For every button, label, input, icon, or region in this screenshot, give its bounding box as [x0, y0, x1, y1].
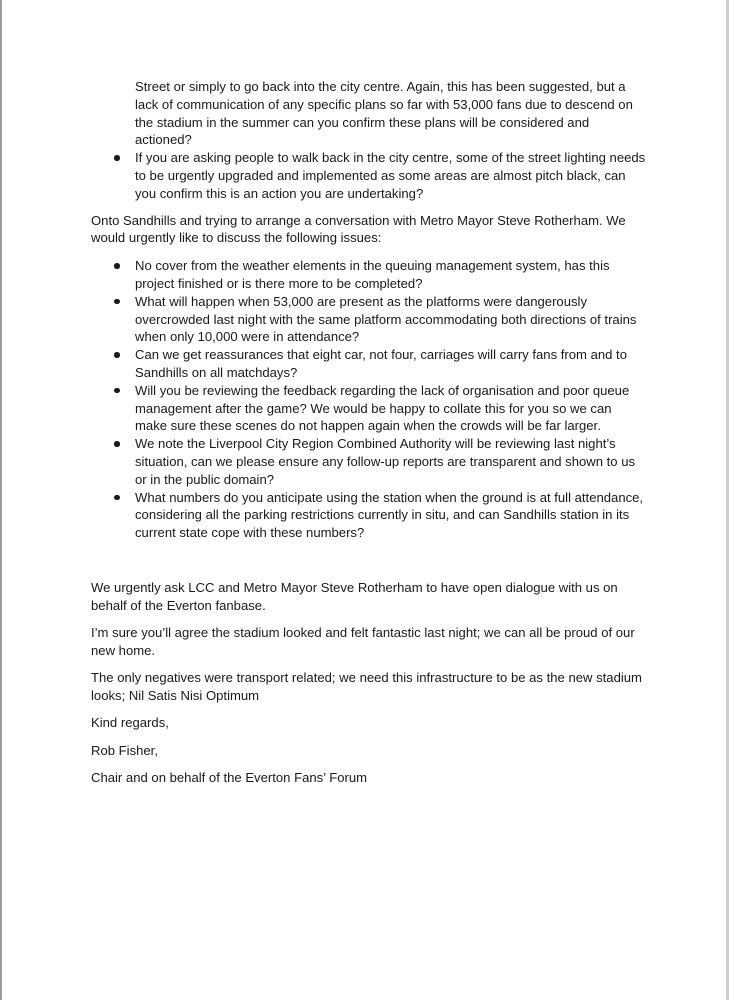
- sandhills-intro-paragraph: Onto Sandhills and trying to arrange a conversation with Metro Mayor Steve Rotherham. We would urgently like to discuss the following issues:: [91, 212, 626, 246]
- signatory-title: Chair and on behalf of the Everton Fans’ Forum: [91, 770, 368, 786]
- list-item: What numbers do you anticipate using the station when the ground is at full attendance, considering all the parking restrictions currently in situ, and can Sandhills station in its current state cope with these numbers?: [91, 489, 647, 542]
- list-item: What will happen when 53,000 are present as the platforms were dangerously overcrowded last night with the same platform accommodating both directions of trains when only 10,000 were in attendance?: [91, 293, 647, 346]
- stadium-praise-paragraph: I’m sure you’ll agree the stadium looked and felt fantastic last night; we can all be proud of our new home.: [91, 625, 635, 658]
- sign-off: Kind regards,: [91, 715, 169, 731]
- urgent-ask-paragraph: We urgently ask LCC and Metro Mayor Steve Rotherham to have open dialogue with us on behalf of the Everton fanbase.: [91, 579, 618, 613]
- letter-body: [91, 78, 647, 787]
- signatory-name: Rob Fisher,: [91, 742, 158, 758]
- transport-note-paragraph: The only negatives were transport related; we need this infrastructure to be as the new stadium looks; Nil Satis Nisi Optimum: [91, 670, 642, 704]
- continued-paragraph: Street or simply to go back into the city centre. Again, this has been suggested, but a lack of communication of any specific plans so far with 53,000 fans due to descend on the stadium in the summer can you confirm these plans will be considered and actioned?: [135, 79, 633, 148]
- list-item: Will you be reviewing the feedback regarding the lack of organisation and poor queue management after the game? We would be happy to collate this for you so we can make sure these scenes do not happen again when the crowds will be far larger.: [91, 382, 647, 435]
- list-item: No cover from the weather elements in the queuing management system, has this project finished or is there more to be completed?: [91, 257, 647, 293]
- bullet-list-lighting: [91, 149, 647, 202]
- list-item: We note the Liverpool City Region Combined Authority will be reviewing last night’s situation, can we please ensure any follow-up reports are transparent and shown to us or in the public domain?: [91, 435, 647, 488]
- bullet-list-sandhills-issues: [91, 257, 647, 542]
- list-item: If you are asking people to walk back in the city centre, some of the street lighting needs to be urgently upgraded and implemented as some areas are almost pitch black, can you confirm this is an action you are undertaking?: [91, 149, 647, 202]
- list-item: Can we get reassurances that eight car, not four, carriages will carry fans from and to Sandhills on all matchdays?: [91, 346, 647, 382]
